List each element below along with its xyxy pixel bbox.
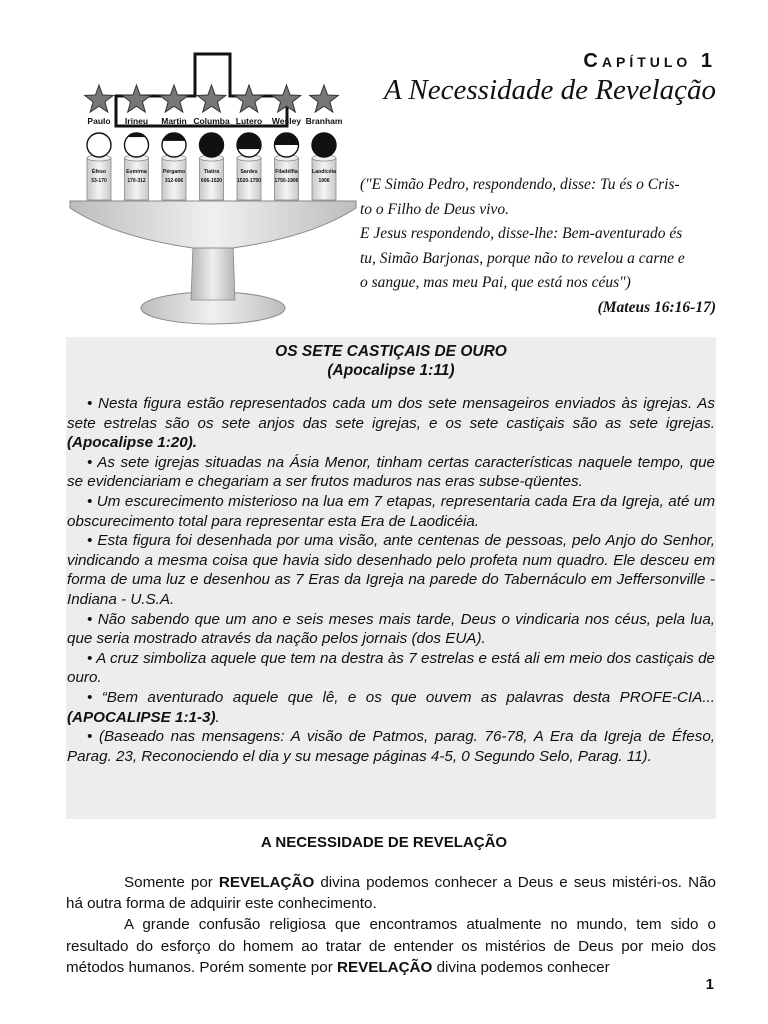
paragraph-text: divina podemos conhecer [432, 958, 610, 976]
scripture-quote [360, 173, 716, 320]
candlestick-bowl [70, 201, 356, 248]
box-paragraph [67, 394, 715, 453]
body-paragraph [66, 914, 716, 978]
bold-reference: (APOCALIPSE 1:1-3) [67, 708, 216, 726]
church-candlestick [125, 133, 149, 200]
candlestick-stem [191, 244, 235, 300]
star-icon [160, 85, 189, 112]
messenger-name: Lutero [235, 116, 263, 126]
box-title-line: OS SETE CASTIÇAIS DE OURO [275, 343, 507, 360]
seven-candlesticks-illustration [68, 48, 358, 330]
star-icon [85, 85, 114, 112]
church-dates: 53-170 [91, 178, 107, 184]
church-candlestick [275, 133, 299, 200]
church-name: Laodicéia [312, 169, 336, 175]
church-candlestick [87, 133, 111, 200]
box-paragraph: • (Baseado nas mensagens: A visão de Patmos, parag. 76-78, A Era da Igreja de Éfeso, Parag. 23, Reconociendo el dia y su mesage páginas 4-5, 0 Segundo Selo, Parag. 11). [67, 728, 715, 765]
church-name: Esmirna [126, 169, 147, 175]
church-candlestick [200, 133, 224, 200]
quote-line: to o Filho de Deus vivo. [360, 200, 509, 218]
bold-reference: (Apocalipse 1:20). [67, 434, 197, 452]
paragraph-text: A grande confusão religiosa que encontramos atualmente no mundo, tem sido o resultado do esforço do homem ao tratar de entender os mistérios de Deus por meio dos métodos humanos. Porém somente por [66, 916, 716, 976]
box-paragraph: • As sete igrejas situadas na Ásia Menor, tinham certas características naquele tempo, que se evidenciariam e chegariam a ser frutos maduros nas eras subse-qüentes. [67, 453, 715, 491]
chapter-label: Capítulo 1 [583, 50, 716, 72]
box-paragraph: • Um escurecimento misterioso na lua em 7 etapas, representaria cada Era da Igreja, até um obscurecimento total para representar esta Era de Laodicéia. [67, 492, 715, 530]
messenger-name: Irineu [124, 116, 149, 126]
chapter-title: A Necessidade de Revelação [383, 74, 716, 106]
box-paragraph [67, 688, 715, 727]
paragraph-text: Somente por [124, 874, 219, 891]
messenger-name: Columba [193, 116, 230, 126]
quote-line: E Jesus respondendo, disse-lhe: Bem-aventurado és [360, 225, 683, 242]
section-heading: A NECESSIDADE DE REVELAÇÃO [260, 834, 508, 851]
box-paragraph: • A cruz simboliza aquele que tem na destra às 7 estrelas e está ali em meio dos castiçais de ouro. [67, 649, 715, 687]
church-name: Tiatira [203, 169, 220, 175]
box-paragraph: • Esta figura foi desenhada por uma visão, ante centenas de pessoas, pelo Anjo do Senhor, vindicando a mesma coisa que havia sido desenhado pelo profeta num quadro. Ele desceu em forma de uma luz e desenhou as 7 Eras da Igreja na parede do Tabernáculo em Jeffersonville - Indiana - U.S.A. [67, 532, 715, 608]
church-candlestick [237, 133, 261, 200]
messenger-name: Paulo [87, 116, 111, 126]
box-title-reference: (Apocalipse 1:11) [327, 362, 455, 379]
messenger-name: Branham [305, 116, 343, 126]
star-icon [235, 85, 264, 112]
church-dates: 1906 [318, 178, 330, 184]
star-icon [310, 85, 339, 112]
quote-line: ("E Simão Pedro, respondendo, disse: Tu és o Cris- [360, 176, 680, 193]
body-paragraph [66, 872, 716, 914]
paragraph-end: . [215, 708, 220, 726]
paragraph-text: • Nesta figura estão representados cada um dos sete mensageiros enviados às igrejas. As sete estrelas são os sete anjos das sete igrejas, e os sete castiçais são as sete igrejas. [67, 395, 715, 432]
box-title [66, 342, 716, 380]
messenger-name: Martin [161, 116, 187, 126]
star-icon [122, 85, 151, 112]
church-candlestick [162, 133, 186, 200]
church-candlestick [312, 133, 336, 200]
quote-line: o sangue, mas meu Pai, que está nos céus") [360, 274, 631, 291]
quote-reference: (Mateus 16:16-17) [597, 298, 716, 316]
church-dates: 312-606 [164, 178, 184, 184]
church-name: Pérgamo [162, 169, 186, 175]
quote-line: tu, Simão Barjonas, porque não to revelou a carne e [360, 249, 685, 267]
moon-icon [87, 133, 111, 157]
emphasis-text: REVELAÇÃO [218, 874, 315, 891]
church-name: Filadélfia [275, 169, 298, 175]
church-dates: 1520-1750 [237, 178, 261, 184]
paragraph-text: divina podemos conhecer a Deus e seus mistéri-os. Não há outra forma de adquirir este conhecimento. [66, 874, 716, 913]
box-body [66, 394, 716, 766]
box-paragraph: • Não sabendo que um ano e seis meses mais tarde, Deus o vindicaria nos céus, pela lua, que seria mostrado através da nação pelos jornais (dos EUA). [67, 610, 715, 648]
church-dates: 1750-1906 [274, 178, 299, 184]
paragraph-text: • “Bem aventurado aquele que lê, e os que ouvem as palavras desta PROFE-CIA... [87, 688, 715, 706]
emphasis-text: REVELAÇÃO [336, 958, 433, 976]
page-number: 1 [705, 976, 714, 993]
church-dates: 170-312 [127, 178, 146, 184]
church-name: Sardes [240, 169, 258, 175]
messenger-name: Wesley [271, 116, 302, 126]
body-text [66, 872, 716, 978]
candlesticks-info-box [66, 337, 716, 819]
star-icon [197, 85, 226, 112]
church-name: Éfeso [91, 169, 107, 175]
church-dates: 606-1520 [200, 178, 223, 184]
